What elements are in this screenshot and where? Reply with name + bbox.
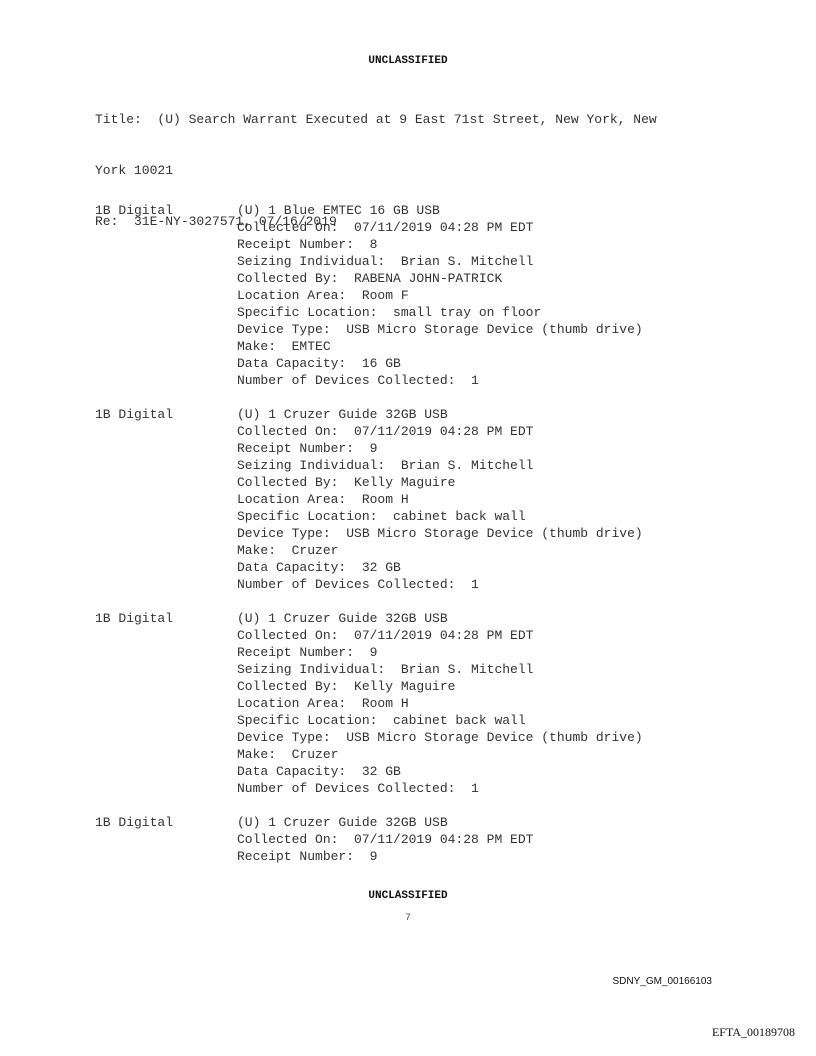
evidence-field-line: Collected On: 07/11/2019 04:28 PM EDT xyxy=(237,628,534,643)
evidence-field-line: Seizing Individual: Brian S. Mitchell xyxy=(237,662,534,677)
evidence-entry xyxy=(95,406,643,593)
evidence-field-line: Location Area: Room H xyxy=(237,492,409,507)
title-line-2: York 10021 xyxy=(95,163,174,178)
evidence-category-label: 1B Digital xyxy=(95,407,174,422)
evidence-field-line: Receipt Number: 9 xyxy=(237,645,378,660)
evidence-field-line: (U) 1 Blue EMTEC 16 GB USB xyxy=(237,203,440,218)
efta-number: EFTA_00189708 xyxy=(711,1025,795,1039)
page-number: 7 xyxy=(404,913,411,924)
evidence-field-line: Data Capacity: 16 GB xyxy=(237,356,401,371)
evidence-field-line: Seizing Individual: Brian S. Mitchell xyxy=(237,254,534,269)
evidence-field-line: (U) 1 Cruzer Guide 32GB USB xyxy=(237,407,448,422)
evidence-field-line: Data Capacity: 32 GB xyxy=(237,560,401,575)
evidence-field-line: Receipt Number: 9 xyxy=(237,849,378,864)
evidence-field-line: Number of Devices Collected: 1 xyxy=(237,373,479,388)
evidence-fields xyxy=(237,814,533,865)
evidence-category-label: 1B Digital xyxy=(95,203,174,218)
evidence-field-line: Device Type: USB Micro Storage Device (thumb drive) xyxy=(237,322,643,337)
evidence-field-line: Collected On: 07/11/2019 04:28 PM EDT xyxy=(237,424,534,439)
header-classification-marking: UNCLASSIFIED xyxy=(368,55,448,67)
evidence-field-line: Number of Devices Collected: 1 xyxy=(237,577,479,592)
evidence-field-line: Number of Devices Collected: 1 xyxy=(237,781,479,796)
evidence-field-line: Collected By: Kelly Maguire xyxy=(237,475,456,490)
evidence-field-line: Location Area: Room H xyxy=(237,696,409,711)
evidence-field-line: Collected On: 07/11/2019 04:28 PM EDT xyxy=(237,832,534,847)
evidence-field-line: Device Type: USB Micro Storage Device (thumb drive) xyxy=(237,730,643,745)
evidence-field-line: Device Type: USB Micro Storage Device (thumb drive) xyxy=(237,526,643,541)
footer-classification-marking: UNCLASSIFIED xyxy=(368,890,448,902)
evidence-field-line: Collected By: Kelly Maguire xyxy=(237,679,456,694)
evidence-field-line: Specific Location: small tray on floor xyxy=(237,305,542,320)
evidence-field-line: Location Area: Room F xyxy=(237,288,409,303)
re-line: Re: 31E-NY-3027571, 07/16/2019 xyxy=(95,214,337,229)
evidence-field-line: (U) 1 Cruzer Guide 32GB USB xyxy=(237,815,448,830)
evidence-field-line: Collected By: RABENA JOHN-PATRICK xyxy=(237,271,503,286)
evidence-field-line: Receipt Number: 9 xyxy=(237,441,378,456)
title-line-1: Title: (U) Search Warrant Executed at 9 East 71st Street, New York, New xyxy=(95,112,657,127)
evidence-field-line: Receipt Number: 8 xyxy=(237,237,378,252)
evidence-field-line: Seizing Individual: Brian S. Mitchell xyxy=(237,458,534,473)
evidence-field-line: Make: Cruzer xyxy=(237,543,339,558)
evidence-category-label: 1B Digital xyxy=(95,611,174,626)
evidence-fields xyxy=(237,406,643,593)
bates-number: SDNY_GM_00166103 xyxy=(612,976,712,987)
evidence-field-line: Collected On: 07/11/2019 04:28 PM EDT xyxy=(237,220,534,235)
evidence-field-line: Specific Location: cabinet back wall xyxy=(237,713,526,728)
evidence-entry xyxy=(95,610,643,797)
evidence-field-line: Make: EMTEC xyxy=(237,339,331,354)
evidence-field-line: Make: Cruzer xyxy=(237,747,339,762)
evidence-entry xyxy=(95,814,643,865)
evidence-entry xyxy=(95,202,643,389)
evidence-category-label: 1B Digital xyxy=(95,815,174,830)
evidence-entries-list xyxy=(95,202,643,882)
evidence-fields xyxy=(237,610,643,797)
evidence-field-line: Data Capacity: 32 GB xyxy=(237,764,401,779)
evidence-fields xyxy=(237,202,643,389)
evidence-field-line: Specific Location: cabinet back wall xyxy=(237,509,526,524)
evidence-field-line: (U) 1 Cruzer Guide 32GB USB xyxy=(237,611,448,626)
